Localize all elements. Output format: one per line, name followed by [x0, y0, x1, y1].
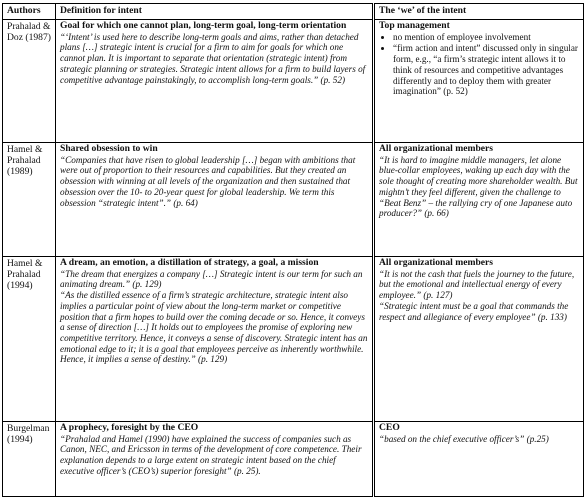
authors-header: Authors: [3, 4, 56, 20]
we-heading: Top management: [379, 20, 450, 31]
header-row: [3, 4, 584, 20]
we-cell: [374, 20, 584, 143]
we-quote: “based on the chief executive officer’s” (p.25): [379, 433, 549, 444]
definition-cell: [56, 20, 374, 143]
table-row: [3, 257, 584, 422]
definition-header: Definition for intent: [56, 4, 374, 20]
table-row: [3, 143, 584, 257]
author-cell: Hamel & Prahalad (1989): [3, 143, 56, 257]
we-cell: [374, 143, 584, 257]
we-quote: “Strategic intent must be a goal that commands the respect and allegiance of every employee” (p. 133): [379, 300, 569, 322]
we-header: The ‘we’ of the intent: [374, 4, 584, 20]
definition-quote: “Companies that have risen to global leadership […] began with ambitions that were out of proportion to their resources and capabilities. But they created an obsession with winning at all levels of the organization and then sustained that obsession over the 10- to 20-year quest for global leadership. We term this obsession “strategic intent”.” (p. 64): [60, 154, 356, 208]
we-bullet: • “firm action and intent” discussed only in singular form, e.g., “a firm’s strategic intent allows it to think of resources and competitive advantages differently and to deploy them with greater imagination” (p. 52): [393, 43, 580, 97]
definition-cell: [56, 257, 374, 422]
we-heading: CEO: [379, 422, 400, 433]
we-cell: [374, 257, 584, 422]
definition-quote: “The dream that energizes a company […] Strategic intent is our term for such an animating dream.” (p. 129): [60, 268, 363, 290]
definition-heading: Goal for which one cannot plan, long-term goal, long-term orientation: [60, 20, 347, 31]
author-cell: Burgelman (1994): [3, 422, 56, 497]
author-cell: Prahalad & Doz (1987): [3, 20, 56, 143]
we-bullet: • no mention of employee involvement: [393, 32, 580, 43]
we-quote: “It is not the cash that fuels the journey to the future, but the emotional and intellectual energy of every employee.” (p. 127): [379, 268, 575, 301]
definition-quote: “As the distilled essence of a firm’s strategic architecture, strategic intent also implies a particular point of view about the long-term market or competitive position that a firm hopes to build over the coming decade or so. Hence, it conveys a sense of direction […] It holds out to employees the promise of exploring new competitive territory. Hence, it conveys a sense of discovery. Strategic intent has an emotional edge to it; it is a goal that employees perceive as inherently worthwhile. Hence, it implies a sense of destiny.” (p. 129): [60, 290, 368, 365]
table-row: [3, 422, 584, 497]
we-cell: [374, 422, 584, 497]
we-bullet-list: [379, 32, 580, 97]
table-row: [3, 20, 584, 143]
we-quote: “It is hard to imagine middle managers, let alone blue-collar employees, waking up each day with the sole thought of creating more shareholder wealth. But mightn’t they feel different, given the challenge to “Beat Benz” – the rallying cry of one Japanese auto producer?” (p. 66): [379, 154, 578, 219]
definition-heading: Shared obsession to win: [60, 143, 158, 154]
author-cell: Hamel & Prahalad (1994): [3, 257, 56, 422]
we-heading: All organizational members: [379, 143, 494, 154]
definition-cell: [56, 422, 374, 497]
definition-quote: “‘Intent’ is used here to describe long-term goals and aims, rather than detached plans […] strategic intent is crucial for a firm to aim for goals for which one cannot plan. It is important to separate that orientation (strategic intent) from strategic planning or strategies. Strategic intent allows for a firm to build layers of competitive advantage painstakingly, to accomplish long-term goals.” (p. 52): [60, 31, 366, 85]
definition-quote: “Prahalad and Hamel (1990) have explained the success of companies such as Canon, NEC, and Ericsson in terms of the development of core competence. Their explanation depends to a large extent on strategic intent based on the chief executive officer’s (CEO’s) superior foresight” (p. 25).: [60, 433, 362, 476]
definition-cell: [56, 143, 374, 257]
we-heading: All organizational members: [379, 257, 494, 268]
definition-heading: A dream, an emotion, a distillation of strategy, a goal, a mission: [60, 257, 319, 268]
definition-heading: A prophecy, foresight by the CEO: [60, 422, 199, 433]
intent-definitions-table: [2, 3, 584, 497]
